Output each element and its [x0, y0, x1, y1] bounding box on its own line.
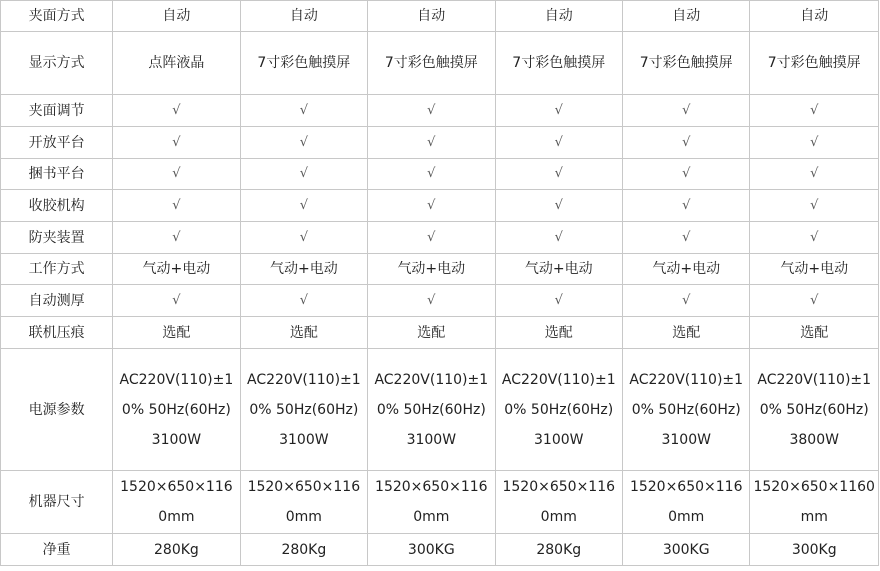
check-mark: √ [240, 285, 367, 317]
table-row [1, 285, 879, 317]
check-mark: √ [240, 222, 367, 254]
table-cell: 7寸彩色触摸屏 [622, 32, 749, 95]
table-cell: AC220V(110)±10% 50Hz(60Hz) 3100W [622, 349, 749, 471]
table-row [1, 471, 879, 534]
table-cell: 选配 [622, 317, 749, 349]
row-label: 工作方式 [1, 254, 113, 285]
check-mark: √ [750, 222, 879, 254]
table-cell: AC220V(110)±10% 50Hz(60Hz) 3100W [240, 349, 367, 471]
table-cell: 1520×650×1160mm [495, 471, 622, 534]
check-mark: √ [750, 95, 879, 127]
table-cell: 选配 [368, 317, 495, 349]
table-cell: AC220V(110)±10% 50Hz(60Hz) 3100W [495, 349, 622, 471]
table-row [1, 534, 879, 566]
check-mark: √ [622, 159, 749, 190]
row-label: 净重 [1, 534, 113, 566]
check-mark: √ [240, 127, 367, 159]
table-cell: 1520×650×1160mm [368, 471, 495, 534]
check-mark: √ [368, 222, 495, 254]
check-mark: √ [240, 190, 367, 222]
table-cell: 气动+电动 [368, 254, 495, 285]
table-cell: 自动 [495, 1, 622, 32]
check-mark: √ [495, 222, 622, 254]
row-label: 自动测厚 [1, 285, 113, 317]
table-cell: 1520×650×1160mm [240, 471, 367, 534]
table-cell: 自动 [750, 1, 879, 32]
table-cell: 气动+电动 [750, 254, 879, 285]
row-label: 收胶机构 [1, 190, 113, 222]
check-mark: √ [113, 159, 240, 190]
check-mark: √ [113, 190, 240, 222]
table-cell: 自动 [113, 1, 240, 32]
check-mark: √ [240, 159, 367, 190]
check-mark: √ [622, 190, 749, 222]
table-cell: 点阵液晶 [113, 32, 240, 95]
check-mark: √ [495, 127, 622, 159]
table-cell: 7寸彩色触摸屏 [240, 32, 367, 95]
table-cell: AC220V(110)±10% 50Hz(60Hz) 3100W [113, 349, 240, 471]
table-row [1, 222, 879, 254]
table-cell: 7寸彩色触摸屏 [495, 32, 622, 95]
check-mark: √ [622, 127, 749, 159]
table-cell: 300KG [622, 534, 749, 566]
check-mark: √ [368, 95, 495, 127]
table-row [1, 190, 879, 222]
check-mark: √ [240, 95, 367, 127]
check-mark: √ [622, 222, 749, 254]
table-cell: 选配 [750, 317, 879, 349]
table-cell: 选配 [113, 317, 240, 349]
check-mark: √ [495, 285, 622, 317]
table-cell: 气动+电动 [622, 254, 749, 285]
check-mark: √ [113, 222, 240, 254]
table-cell: 1520×650×1160mm [113, 471, 240, 534]
row-label: 夹面方式 [1, 1, 113, 32]
table-row [1, 159, 879, 190]
row-label: 捆书平台 [1, 159, 113, 190]
check-mark: √ [750, 190, 879, 222]
check-mark: √ [750, 127, 879, 159]
row-label: 夹面调节 [1, 95, 113, 127]
table-cell: 选配 [240, 317, 367, 349]
table-cell: 280Kg [495, 534, 622, 566]
table-cell: 选配 [495, 317, 622, 349]
check-mark: √ [368, 127, 495, 159]
table-cell: 1520×650×1160mm [622, 471, 749, 534]
table-cell: 自动 [622, 1, 749, 32]
table-row [1, 95, 879, 127]
row-label: 电源参数 [1, 349, 113, 471]
table-row [1, 254, 879, 285]
check-mark: √ [622, 285, 749, 317]
table-row [1, 1, 879, 32]
row-label: 开放平台 [1, 127, 113, 159]
table-cell: 7寸彩色触摸屏 [368, 32, 495, 95]
check-mark: √ [750, 285, 879, 317]
row-label: 机器尺寸 [1, 471, 113, 534]
table-row [1, 127, 879, 159]
check-mark: √ [113, 127, 240, 159]
table-cell: 280Kg [113, 534, 240, 566]
check-mark: √ [113, 285, 240, 317]
table-cell: AC220V(110)±10% 50Hz(60Hz) 3100W [368, 349, 495, 471]
check-mark: √ [750, 159, 879, 190]
row-label: 联机压痕 [1, 317, 113, 349]
table-cell: 气动+电动 [495, 254, 622, 285]
check-mark: √ [622, 95, 749, 127]
check-mark: √ [368, 285, 495, 317]
table-row [1, 349, 879, 471]
check-mark: √ [368, 159, 495, 190]
table-row [1, 32, 879, 95]
check-mark: √ [113, 95, 240, 127]
table-cell: 自动 [368, 1, 495, 32]
row-label: 防夹装置 [1, 222, 113, 254]
table-cell: 300Kg [750, 534, 879, 566]
table-row [1, 317, 879, 349]
check-mark: √ [495, 95, 622, 127]
check-mark: √ [368, 190, 495, 222]
table-cell: 7寸彩色触摸屏 [750, 32, 879, 95]
row-label: 显示方式 [1, 32, 113, 95]
table-cell: 气动+电动 [240, 254, 367, 285]
check-mark: √ [495, 159, 622, 190]
check-mark: √ [495, 190, 622, 222]
table-cell: 自动 [240, 1, 367, 32]
table-cell: 300KG [368, 534, 495, 566]
table-cell: 280Kg [240, 534, 367, 566]
table-cell: 1520×650×1160mm [750, 471, 879, 534]
table-cell: AC220V(110)±10% 50Hz(60Hz) 3800W [750, 349, 879, 471]
table-cell: 气动+电动 [113, 254, 240, 285]
